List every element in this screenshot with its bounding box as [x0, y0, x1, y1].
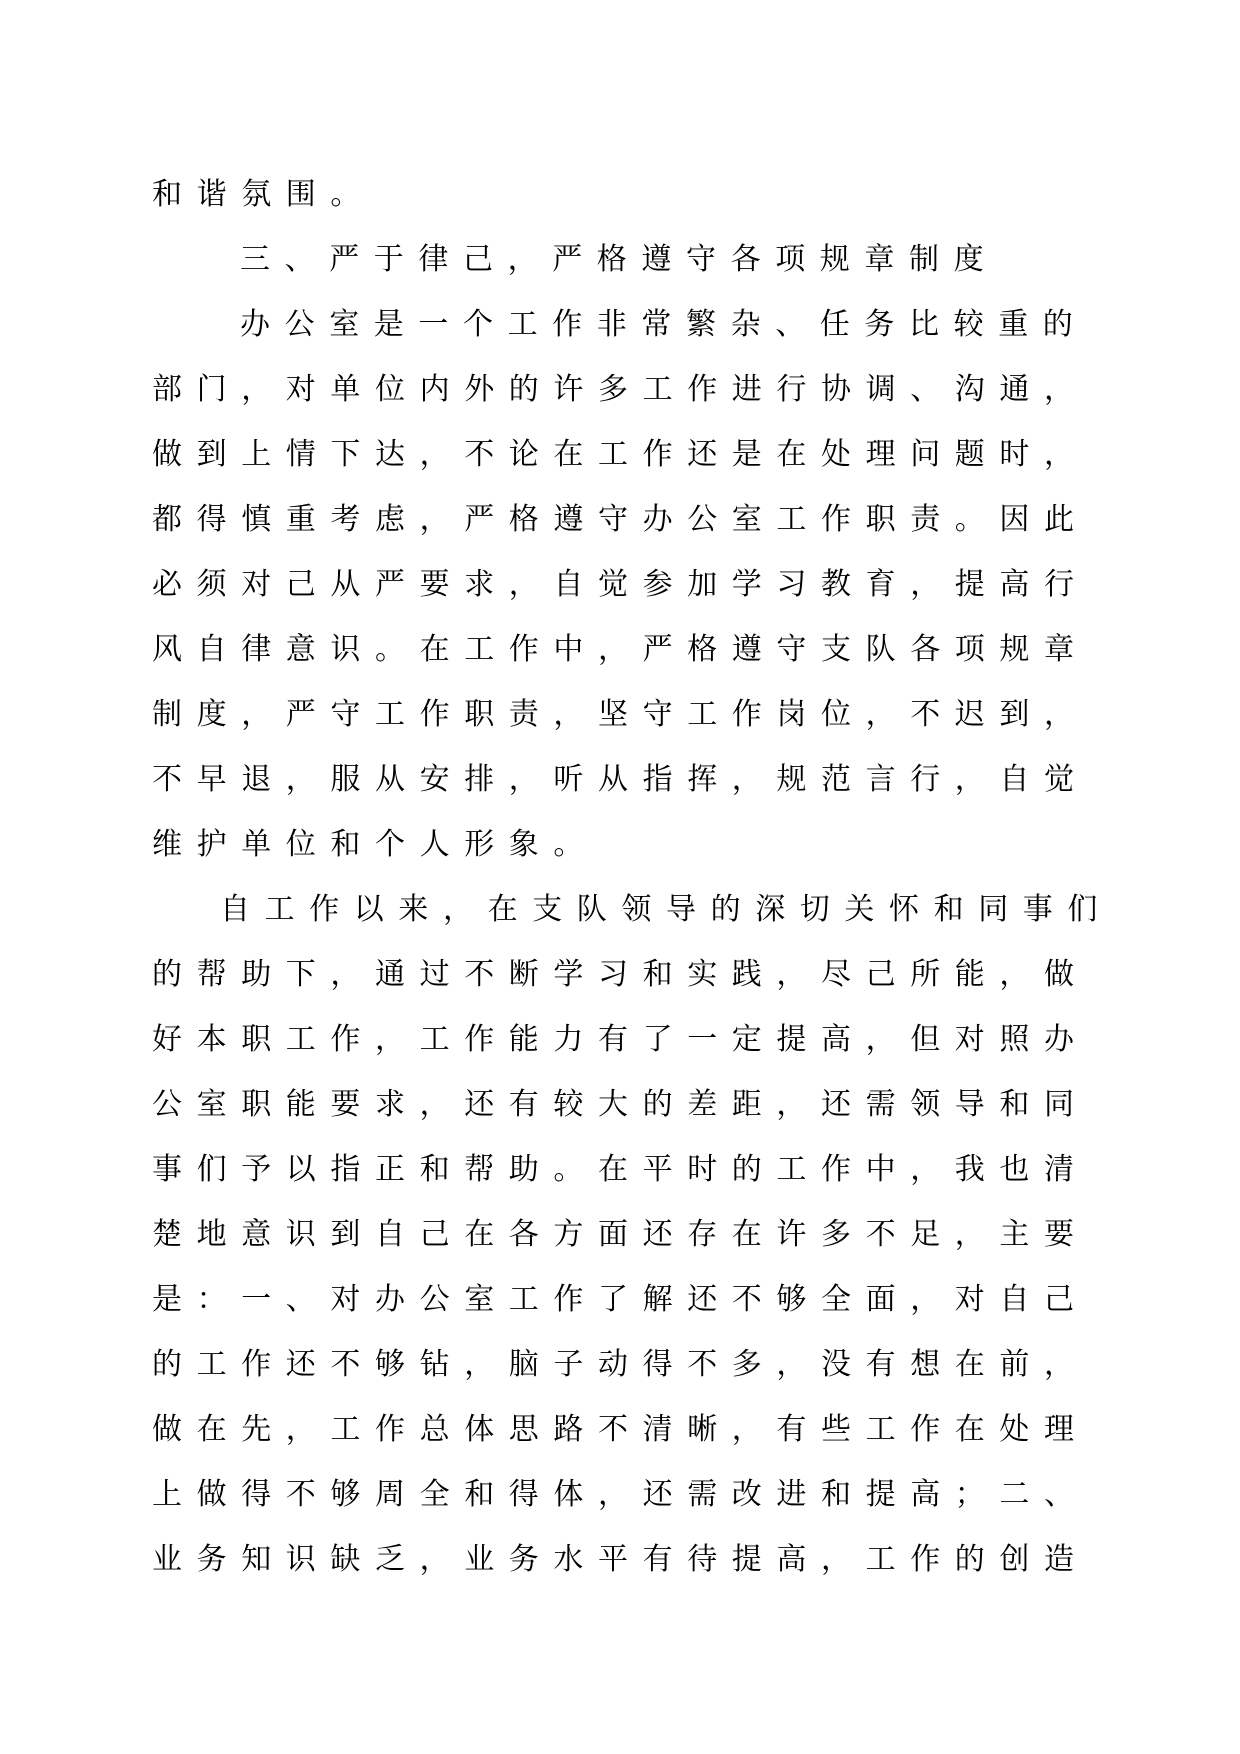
text-line: 部门，对单位内外的许多工作进行协调、沟通，: [152, 372, 1089, 407]
text-line: 风自律意识。在工作中，严格遵守支队各项规章: [152, 632, 1089, 667]
text-line: 事们予以指正和帮助。在平时的工作中，我也清: [152, 1152, 1089, 1187]
text-line: 楚地意识到自己在各方面还存在许多不足，主要: [152, 1217, 1089, 1252]
text-line: 办公室是一个工作非常繁杂、任务比较重的: [240, 307, 1088, 342]
text-line: 的帮助下，通过不断学习和实践，尽己所能，做: [152, 957, 1089, 992]
text-line: 必须对己从严要求，自觉参加学习教育，提高行: [152, 567, 1089, 602]
text-line: 自工作以来，在支队领导的深切关怀和同事们: [220, 892, 1112, 927]
text-line: 制度，严守工作职责，坚守工作岗位，不迟到，: [152, 697, 1089, 732]
text-line: 的工作还不够钻，脑子动得不多，没有想在前，: [152, 1347, 1089, 1382]
text-line: 都得慎重考虑，严格遵守办公室工作职责。因此: [152, 502, 1089, 537]
text-line: 做在先，工作总体思路不清晰，有些工作在处理: [152, 1412, 1089, 1447]
text-line: 是：一、对办公室工作了解还不够全面，对自己: [152, 1282, 1089, 1317]
text-line: 好本职工作，工作能力有了一定提高，但对照办: [152, 1022, 1089, 1057]
text-line: 上做得不够周全和得体，还需改进和提高；二、: [152, 1477, 1089, 1512]
text-line: 维护单位和个人形象。: [152, 827, 598, 862]
text-line: 公室职能要求，还有较大的差距，还需领导和同: [152, 1087, 1089, 1122]
text-line: 不早退，服从安排，听从指挥，规范言行，自觉: [152, 762, 1089, 797]
section-heading: 三、严于律己，严格遵守各项规章制度: [240, 242, 999, 277]
text-line: 业务知识缺乏，业务水平有待提高，工作的创造: [152, 1542, 1089, 1577]
text-line: 和谐氛围。: [152, 177, 375, 212]
text-line: 做到上情下达，不论在工作还是在处理问题时，: [152, 437, 1089, 472]
